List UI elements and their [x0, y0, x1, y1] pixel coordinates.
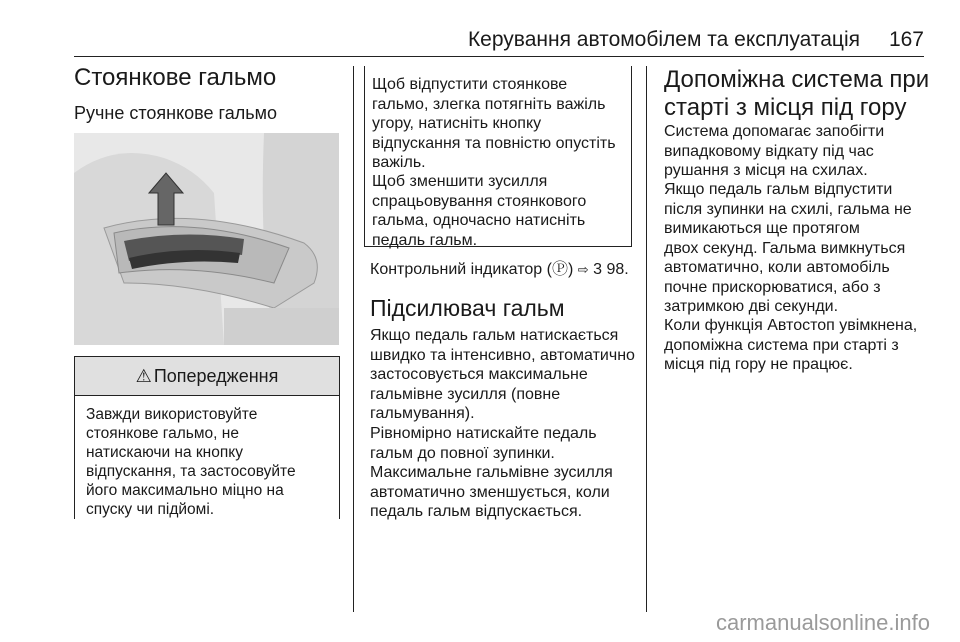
warning-triangle-icon: ⚠	[135, 365, 152, 386]
section-title: Стоянкове гальмо	[74, 64, 277, 91]
page-number: 167	[888, 28, 924, 51]
parking-brake-lever-illustration	[74, 133, 339, 345]
note-paragraph: Щоб зменшити зусилля спрацьовування стоянкового гальма, одночасно натисніть педаль гальм.	[372, 173, 587, 249]
watermark: carmanualsonline.info	[715, 610, 930, 635]
column-separator	[353, 66, 354, 612]
body-paragraph: Якщо педаль гальм натискається швидко та інтенсивно, автоматично застосовується максимальне гальмівне зусилля (повне гальмування).	[370, 327, 635, 422]
warning-text: Завжди використовуйте стоянкове гальмо, не натискаючи на кнопку відпускання, та застосовуйте його максимально міцно на спуску чи підйомі.	[86, 406, 296, 518]
page-reference-link[interactable]: 3 98.	[593, 261, 629, 278]
warning-header	[75, 357, 339, 396]
warning-title: Попередження	[153, 365, 279, 386]
subsection-title: Ручне стоянкове гальмо	[74, 103, 277, 123]
body-paragraph: Система допомагає запобігти випадковому відкату під час рушання з місця на схилах.	[664, 123, 885, 179]
header-rule	[74, 56, 924, 57]
body-paragraph: Рівномірно натискайте педаль гальм до повної зупинки. Максимальне гальмівне зусилля автоматично зменшується, коли педаль гальм відпускається.	[370, 425, 613, 520]
section-title: Підсилювач гальм	[370, 295, 565, 321]
warning-box	[74, 356, 340, 519]
body-paragraph: Коли функція Автостоп увімкнена, допоміжна система при старті з місця під гору не працює.	[664, 317, 918, 373]
running-header: Керування автомобілем та експлуатація	[467, 28, 860, 51]
section-title: Допоміжна система при старті з місця під гору	[664, 66, 930, 121]
note-paragraph: Щоб відпустити стоянкове гальмо, злегка потягніть важіль угору, натисніть кнопку відпускання та повністю опустіть важіль.	[372, 76, 616, 171]
brake-indicator-icon: (Ⓟ)	[546, 261, 574, 278]
body-paragraph: Якщо педаль гальм відпустити після зупинки на схилі, гальма не вимикаються ще протягом двох секунд. Гальма вимкнуться автоматично, коли автомобіль почне прискорюватися, або з затримкою дві секунди.	[664, 181, 912, 315]
column-separator	[646, 66, 647, 612]
indicator-line: Контрольний індикатор (Ⓟ) ⇨ 3 98.	[370, 261, 629, 278]
note-box	[364, 66, 632, 247]
parking-brake-figure	[74, 133, 339, 345]
page-reference-icon: ⇨	[577, 262, 589, 277]
